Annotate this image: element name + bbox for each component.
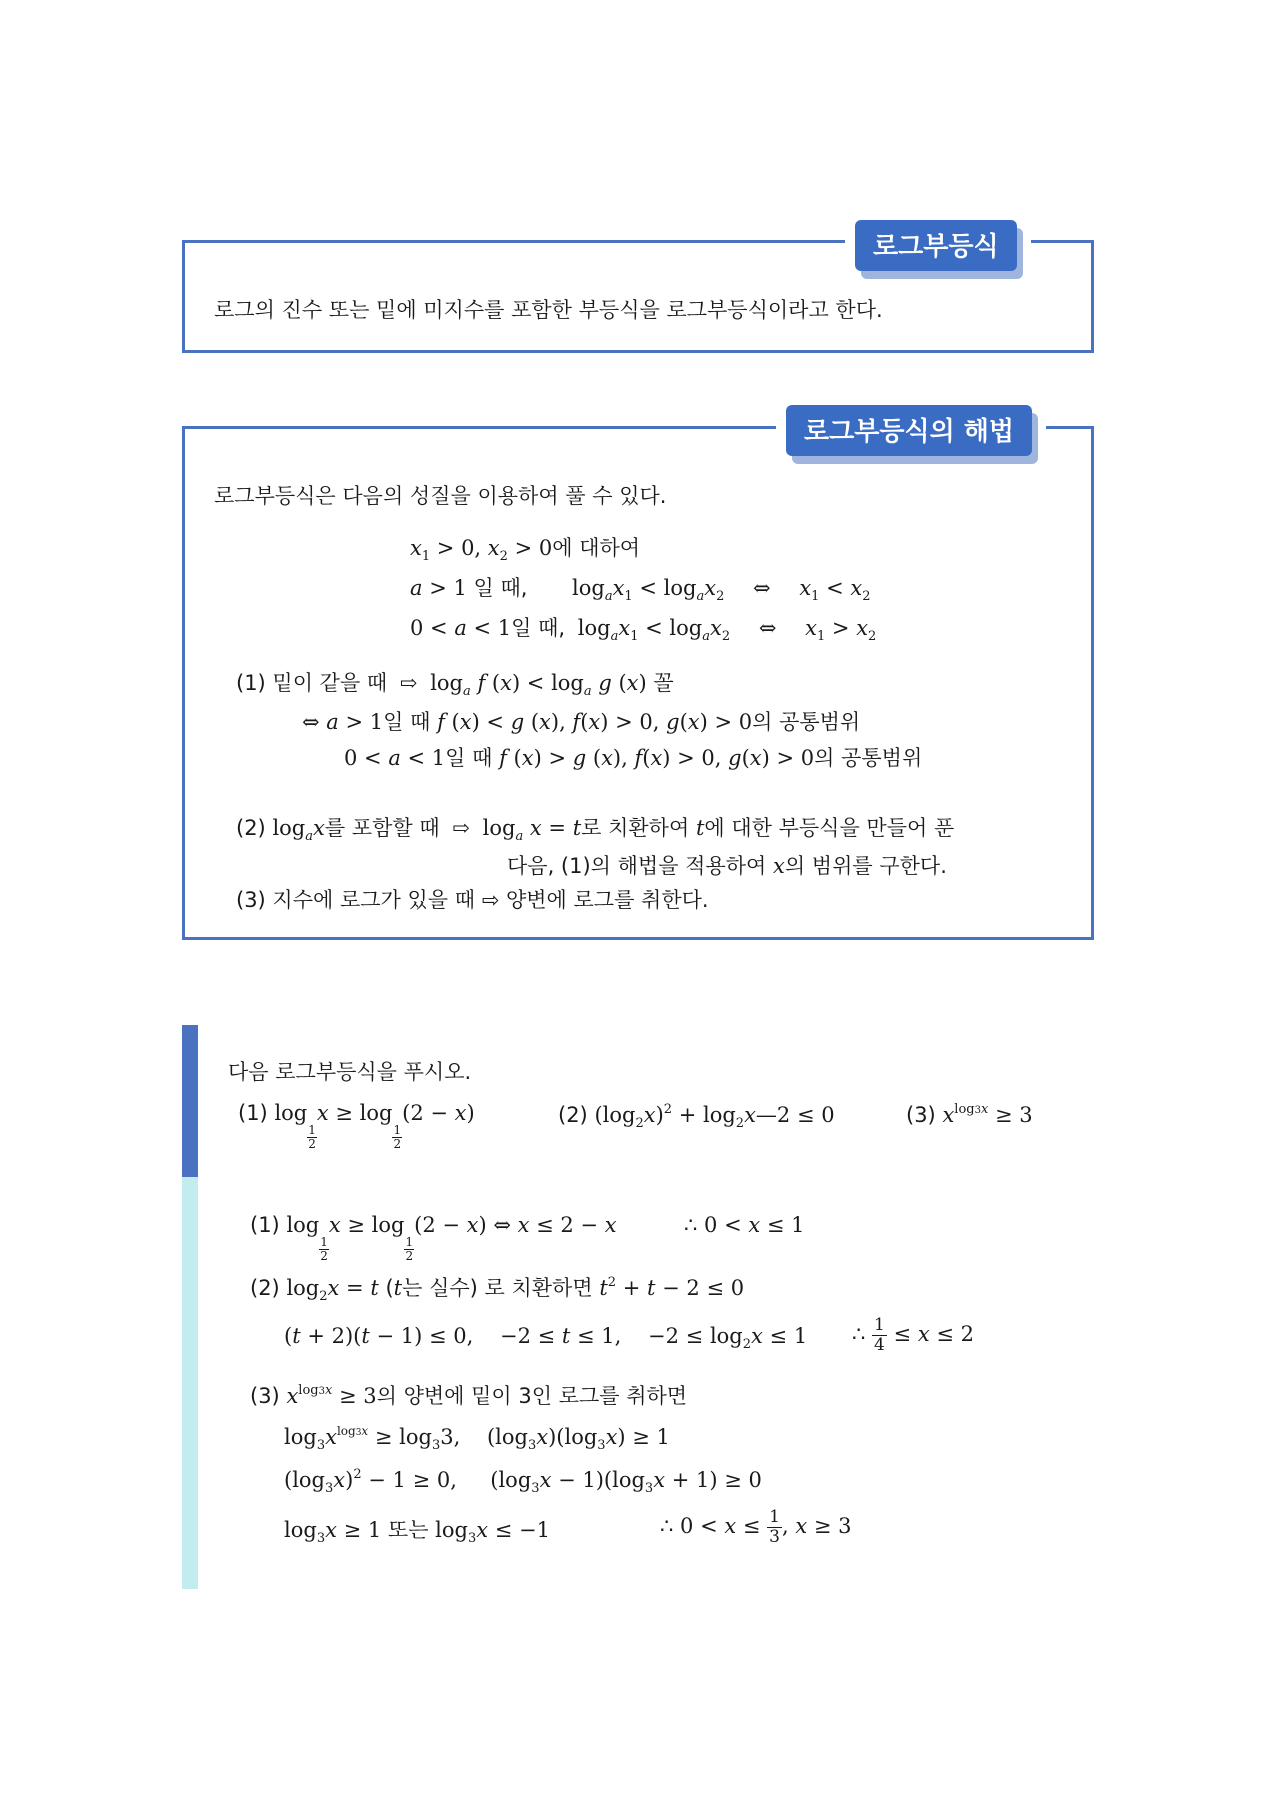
solution-3: (3) $x^{log3x} \ge 3$의 양변에 밑이 3인 로그를 취하면 bbox=[250, 1383, 688, 1408]
section-title: 로그부등식 bbox=[855, 220, 1017, 271]
rule-a-lt-1: 0 < a < 1일 때, $\log_ax_1 < \log_ax_2$ ⇔ $x_1 > x_2$ bbox=[410, 616, 877, 644]
method-item-1: (1) 밑이 같을 때 ⇨ $\log_a f$ $(x) < \log_a g$ (x) 꼴 bbox=[236, 671, 674, 699]
example-bar-light bbox=[182, 1177, 198, 1589]
example-bar-dark bbox=[182, 1025, 198, 1177]
solution-2-answer: ∴ $\frac{1}{4}$ ≤ x ≤ 2 bbox=[852, 1315, 974, 1355]
rule-a-gt-1-formula: $\log_ax_1 < \log_ax_2$ ⇔ $x_1 < x_2$ bbox=[572, 576, 871, 604]
condition-line: $x_1 > 0$, $x_2 > 0$에 대하여 bbox=[410, 536, 641, 564]
definition-text: 로그의 진수 또는 밑에 미지수를 포함한 부등식을 로그부등식이라고 한다. bbox=[214, 298, 883, 322]
solution-2: (2) $\log_2x = t$ (t는 실수) 로 치환하면 $t^2 + t - 2 \le 0$ bbox=[250, 1275, 745, 1304]
method-item-2-line2: 다음, (1)의 해법을 적용하여 x의 범위를 구한다. bbox=[507, 854, 947, 878]
rule-a-gt-1: a > 1 일 때, bbox=[410, 576, 528, 600]
solution-1-answer: ∴ 0 < x ≤ 1 bbox=[684, 1213, 805, 1237]
method-title: 로그부등식의 해법 bbox=[786, 405, 1032, 456]
solution-3-step1: $\log_3x^{log3x} \ge \log_33$, $(\log_3x)(\log_3x) \ge 1$ bbox=[284, 1424, 670, 1453]
example-problem-3: (3) $x^{log3x} \ge 3$ bbox=[906, 1102, 1033, 1127]
solution-1: (1) log $\frac{1}{2}$ x ≥ log $\frac{1}{2}$ (2 − x) ⇔ x ≤ 2 − x bbox=[250, 1213, 617, 1263]
method-item-3: (3) 지수에 로그가 있을 때 ⇨ 양변에 로그를 취한다. bbox=[236, 888, 709, 912]
example-prompt: 다음 로그부등식을 푸시오. bbox=[228, 1060, 472, 1084]
section-title-tag bbox=[845, 220, 1031, 271]
solution-3-step3: $\log_3x \ge 1$ 또는 $\log_3x \le -1$ bbox=[284, 1518, 551, 1546]
method-intro: 로그부등식은 다음의 성질을 이용하여 풀 수 있다. bbox=[214, 484, 667, 508]
example-problem-2: (2) $(\log_2x)^2$ + $\log_2x—2 \le 0$ bbox=[558, 1102, 835, 1131]
solution-3-step2: $(\log_3x)^2 - 1 \ge 0$, $(\log_3x - 1)(\log_3x + 1) \ge 0$ bbox=[284, 1467, 762, 1496]
method-item-2: (2) $\log_ax$를 포함할 때 ⇨ $\log_a x = t$로 치환하여 t에 대한 부등식을 만들어 푼 bbox=[236, 816, 955, 844]
method-title-tag bbox=[776, 405, 1046, 456]
method-item-1-case2: 0 < a < 1일 때 f (x) > g (x), f(x) > 0, g(x) > 0의 공통범위 bbox=[344, 746, 923, 770]
method-item-1-case1: ⇔ a > 1일 때 f (x) < g (x), f(x) > 0, g(x) > 0의 공통범위 bbox=[302, 710, 861, 734]
solution-3-answer: ∴ 0 < x ≤ $\frac{1}{3}$ , x ≥ 3 bbox=[660, 1507, 852, 1547]
solution-2-step: (t + 2)(t − 1) ≤ 0, −2 ≤ t ≤ 1, $-2 \le \log_2x \le 1$ bbox=[284, 1324, 808, 1352]
example-problem-1: (1) log $\frac{1}{2}$ x ≥ log $\frac{1}{2}$ (2 − x) bbox=[238, 1101, 475, 1151]
